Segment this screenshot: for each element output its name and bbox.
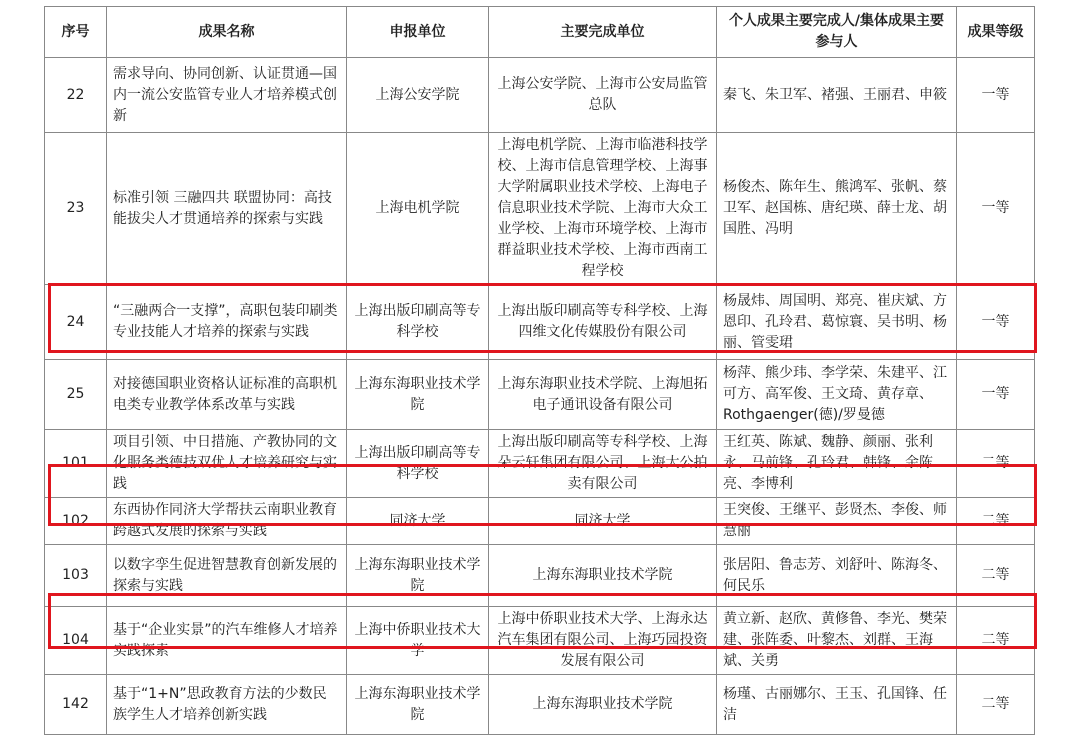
- header-applicant: 申报单位: [347, 7, 489, 58]
- row-completion-unit: 同济大学: [489, 498, 717, 545]
- table-row: [45, 430, 1035, 498]
- row-achievement-name: 以数字孪生促进智慧教育创新发展的探索与实践: [107, 545, 347, 607]
- header-level: 成果等级: [957, 7, 1035, 58]
- row-applicant: 上海出版印刷高等专科学校: [347, 285, 489, 360]
- row-index: 103: [45, 545, 107, 607]
- header-index: 序号: [45, 7, 107, 58]
- row-applicant: 上海东海职业技术学院: [347, 545, 489, 607]
- row-achievement-name: 对接德国职业资格认证标准的高职机电类专业教学体系改革与实践: [107, 360, 347, 430]
- row-achievement-name: 标准引领 三融四共 联盟协同：高技能拔尖人才贯通培养的探索与实践: [107, 133, 347, 285]
- row-participants: 杨晟炜、周国明、郑亮、崔庆斌、方恩印、孔玲君、葛惊寰、吴书明、杨丽、管雯珺: [717, 285, 957, 360]
- row-achievement-name: 需求导向、协同创新、认证贯通—国内一流公安监管专业人才培养模式创新: [107, 58, 347, 133]
- row-applicant: 上海东海职业技术学院: [347, 675, 489, 735]
- table-row: [45, 607, 1035, 675]
- table-row: [45, 360, 1035, 430]
- table-row: [45, 58, 1035, 133]
- row-applicant: 同济大学: [347, 498, 489, 545]
- table-row: [45, 545, 1035, 607]
- awards-table: [44, 6, 1035, 735]
- row-index: 102: [45, 498, 107, 545]
- row-level: 二等: [957, 675, 1035, 735]
- row-achievement-name: 基于“企业实景”的汽车维修人才培养实践探索: [107, 607, 347, 675]
- row-level: 二等: [957, 607, 1035, 675]
- row-level: 二等: [957, 545, 1035, 607]
- row-participants: 杨萍、熊少玮、李学荣、朱建平、江可方、高军俊、王文琦、黄存章、Rothgaenger(德)/罗曼德: [717, 360, 957, 430]
- row-level: 一等: [957, 133, 1035, 285]
- row-completion-unit: 上海中侨职业技术大学、上海永达汽车集团有限公司、上海巧园投资发展有限公司: [489, 607, 717, 675]
- row-level: 一等: [957, 285, 1035, 360]
- row-participants: 王红英、陈斌、魏静、颜丽、张利永、马前锋、孔玲君、韩锋、余陈亮、李博利: [717, 430, 957, 498]
- row-participants: 王突俊、王继平、彭贤杰、李俊、师慧丽: [717, 498, 957, 545]
- row-index: 25: [45, 360, 107, 430]
- row-level: 一等: [957, 360, 1035, 430]
- header-row: [45, 7, 1035, 58]
- header-people: 个人成果主要完成人/集体成果主要参与人: [717, 7, 957, 58]
- row-index: 24: [45, 285, 107, 360]
- row-achievement-name: 东西协作同济大学帮扶云南职业教育跨越式发展的探索与实践: [107, 498, 347, 545]
- row-completion-unit: 上海东海职业技术学院: [489, 545, 717, 607]
- row-achievement-name: 项目引领、中日措施、产教协同的文化服务类德技双优人才培养研究与实践: [107, 430, 347, 498]
- row-applicant: 上海中侨职业技术大学: [347, 607, 489, 675]
- row-applicant: 上海电机学院: [347, 133, 489, 285]
- row-achievement-name: 基于“1+N”思政教育方法的少数民族学生人才培养创新实践: [107, 675, 347, 735]
- row-level: 二等: [957, 498, 1035, 545]
- row-participants: 杨俊杰、陈年生、熊鸿军、张帆、蔡卫军、赵国栋、唐纪瑛、薛士龙、胡国胜、冯明: [717, 133, 957, 285]
- row-completion-unit: 上海电机学院、上海市临港科技学校、上海市信息管理学校、上海事大学附属职业技术学校、上海电子信息职业技术学院、上海市大众工业学校、上海市环境学校、上海市群益职业技术学校、上海市西南工程学校: [489, 133, 717, 285]
- table-row: [45, 498, 1035, 545]
- row-completion-unit: 上海出版印刷高等专科学校、上海四维文化传媒股份有限公司: [489, 285, 717, 360]
- header-unit: 主要完成单位: [489, 7, 717, 58]
- row-level: 一等: [957, 58, 1035, 133]
- row-completion-unit: 上海东海职业技术学院、上海旭拓电子通讯设备有限公司: [489, 360, 717, 430]
- table-row: [45, 675, 1035, 735]
- table-row: [45, 133, 1035, 285]
- row-index: 23: [45, 133, 107, 285]
- row-applicant: 上海东海职业技术学院: [347, 360, 489, 430]
- table-row: [45, 285, 1035, 360]
- row-applicant: 上海出版印刷高等专科学校: [347, 430, 489, 498]
- row-achievement-name: “三融两合一支撑”，高职包装印刷类专业技能人才培养的探索与实践: [107, 285, 347, 360]
- row-participants: 黄立新、赵欣、黄修鲁、李光、樊荣建、张阵委、叶黎杰、刘群、王海斌、关勇: [717, 607, 957, 675]
- row-participants: 秦飞、朱卫军、褚强、王丽君、申筱: [717, 58, 957, 133]
- row-index: 104: [45, 607, 107, 675]
- row-completion-unit: 上海出版印刷高等专科学校、上海朵云轩集团有限公司、上海大公拍卖有限公司: [489, 430, 717, 498]
- row-participants: 张居阳、鲁志芳、刘舒叶、陈海冬、何民乐: [717, 545, 957, 607]
- header-name: 成果名称: [107, 7, 347, 58]
- row-index: 101: [45, 430, 107, 498]
- row-level: 二等: [957, 430, 1035, 498]
- row-participants: 杨瑾、古丽娜尔、王玉、孔国锋、任洁: [717, 675, 957, 735]
- row-completion-unit: 上海公安学院、上海市公安局监管总队: [489, 58, 717, 133]
- row-completion-unit: 上海东海职业技术学院: [489, 675, 717, 735]
- row-applicant: 上海公安学院: [347, 58, 489, 133]
- row-index: 142: [45, 675, 107, 735]
- row-index: 22: [45, 58, 107, 133]
